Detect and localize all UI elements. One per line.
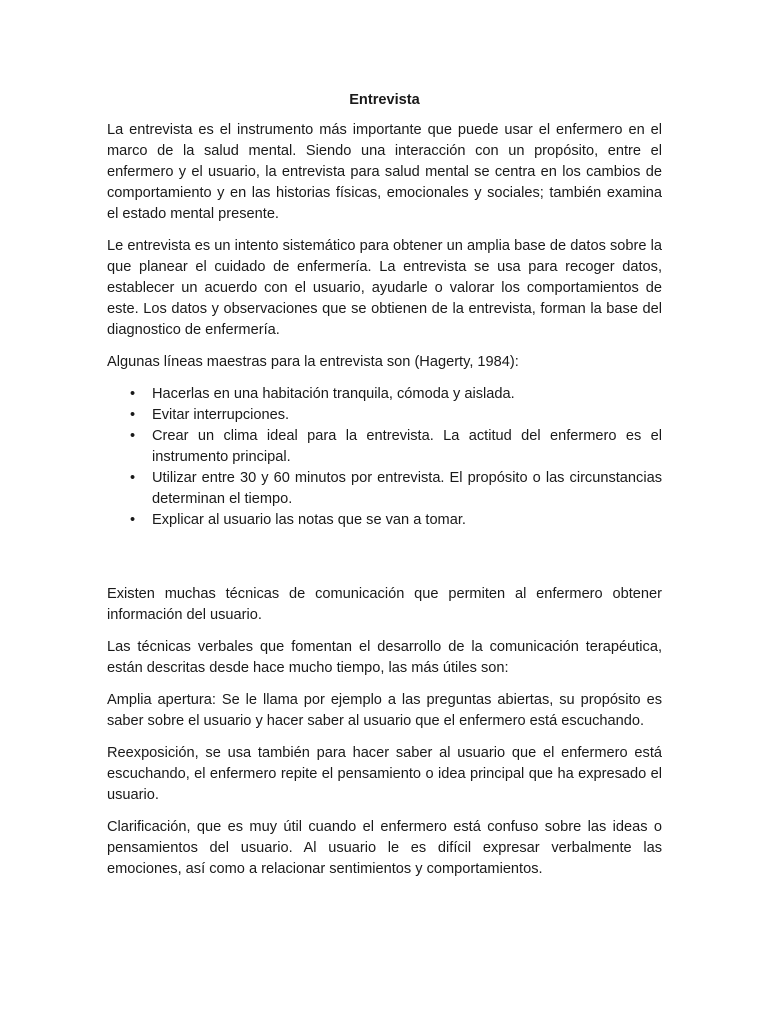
list-item-text: Evitar interrupciones. [152,407,290,423]
bullet-icon: • [130,428,136,444]
guidelines-list [107,384,662,531]
document-title: Entrevista [349,92,420,108]
list-item-text: Explicar al usuario las notas que se van a tomar. [152,512,466,528]
document-page [107,90,662,891]
guidelines-list-block [107,384,662,531]
list-item-text: Hacerlas en una habitación tranquila, cómoda y aislada. [152,386,515,402]
list-item-text: Utilizar entre 30 y 60 minutos por entrevista. El propósito o las circunstancias determinan el tiempo. [152,470,662,507]
list-item [107,384,662,405]
bullet-icon: • [130,386,136,402]
paragraph-intro: La entrevista es el instrumento más importante que puede usar el enfermero en el marco de la salud mental. Siendo una interacción con un propósito, entre el enfermero y el usuario, la entrevista para salud mental se centra en los cambios de comportamiento y en las historias físicas, emocionales y sociales; también examina el estado mental presente. [107,122,662,222]
paragraph-verbal-techniques: Las técnicas verbales que fomentan el desarrollo de la comunicación terapéutica, están descritas desde hace mucho tiempo, las más útiles son: [107,639,662,676]
list-item-text: Crear un clima ideal para la entrevista. La actitud del enfermero es el instrumento principal. [152,428,662,465]
paragraph-guidelines: Algunas líneas maestras para la entrevista son (Hagerty, 1984): [107,354,519,370]
blank-line-spacer [107,542,662,584]
list-item [107,510,662,531]
paragraph-clarificacion: Clarificación, que es muy útil cuando el enfermero está confuso sobre las ideas o pensamientos del usuario. Al usuario le es difícil expresar verbalmente las emociones, así como a relacionar sentimientos y comportamientos. [107,819,662,877]
bullet-icon: • [130,470,136,486]
list-item [107,468,662,510]
paragraph-systematic: Le entrevista es un intento sistemático para obtener un amplia base de datos sobre la que planear el cuidado de enfermería. La entrevista se usa para recoger datos, establecer un acuerdo con el usuario, ayudarle o valorar los comportamientos de este. Los datos y observaciones que se obtienen de la entrevista, forman la base del diagnostico de enfermería. [107,238,662,338]
paragraph-amplia-apertura: Amplia apertura: Se le llama por ejemplo a las preguntas abiertas, su propósito es saber sobre el usuario y hacer saber al usuario que el enfermero está escuchando. [107,692,662,729]
bullet-icon: • [130,407,136,423]
list-item [107,426,662,468]
list-item [107,405,662,426]
paragraph-reexposicion: Reexposición, se usa también para hacer saber al usuario que el enfermero está escuchando, el enfermero repite el pensamiento o idea principal que ha expresado el usuario. [107,745,662,803]
paragraph-techniques: Existen muchas técnicas de comunicación que permiten al enfermero obtener información del usuario. [107,586,662,623]
bullet-icon: • [130,512,136,528]
